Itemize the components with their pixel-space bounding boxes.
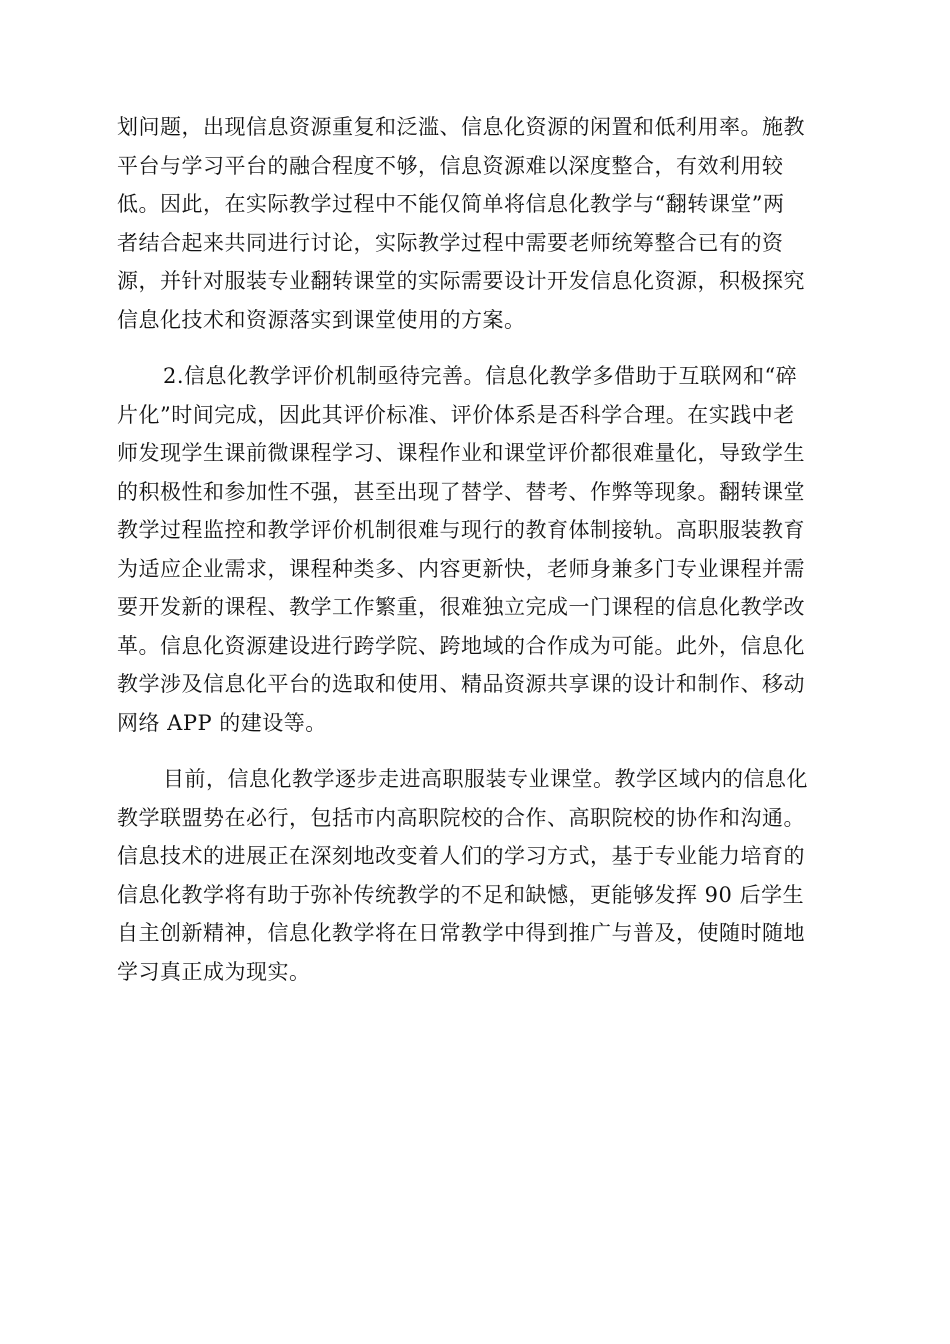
text-line: 为适应企业需求，课程种类多、内容更新快，老师身兼多门专业课程并需 bbox=[117, 556, 805, 581]
text-line: 信息化教学将有助于弥补传统教学的不足和缺憾，更能够发挥 90 后学生 bbox=[117, 882, 805, 907]
text-line: 革。信息化资源建设进行跨学院、跨地域的合作成为可能。此外，信息化 bbox=[117, 633, 805, 658]
text-line: 师发现学生课前微课程学习、课程作业和课堂评价都很难量化，导致学生 bbox=[117, 441, 805, 465]
text-line: 教学联盟势在必行，包括市内高职院校的合作、高职院校的协作和沟通。 bbox=[117, 805, 805, 830]
text-line: 信息技术的进展正在深刻地改变着人们的学习方式，基于专业能力培育的 bbox=[117, 844, 805, 868]
text-line: 低。因此，在实际教学过程中不能仅简单将信息化教学与“翻转课堂”两 bbox=[117, 192, 785, 216]
text-line: 要开发新的课程、教学工作繁重，很难独立完成一门课程的信息化教学改 bbox=[117, 595, 805, 619]
text-line: 网络 APP 的建设等。 bbox=[117, 710, 327, 735]
paragraph-evaluation-mechanism bbox=[117, 357, 837, 742]
document-body bbox=[117, 108, 837, 991]
text-line: 学习真正成为现实。 bbox=[117, 959, 311, 984]
text-line: 教学涉及信息化平台的选取和使用、精品资源共享课的设计和制作、移动 bbox=[117, 672, 805, 696]
text-line: 自主创新精神，信息化教学将在日常教学中得到推广与普及，使随时随地 bbox=[117, 921, 805, 945]
paragraph-resource-integration bbox=[117, 108, 837, 339]
text-line: 平台与学习平台的融合程度不够，信息资源难以深度整合，有效利用较 bbox=[117, 153, 784, 178]
text-line: 划问题，出现信息资源重复和泛滥、信息化资源的闲置和低利用率。施教 bbox=[117, 115, 805, 139]
text-line: 教学过程监控和教学评价机制很难与现行的教育体制接轨。高职服装教育 bbox=[117, 518, 805, 542]
text-line: 片化”时间完成，因此其评价标准、评价体系是否科学合理。在实践中老 bbox=[117, 402, 795, 427]
paragraph-conclusion bbox=[117, 760, 837, 991]
text-line: 源，并针对服装专业翻转课堂的实际需要设计开发信息化资源，积极探究 bbox=[117, 269, 805, 293]
text-line: 的积极性和参加性不强，甚至出现了替学、替考、作弊等现象。翻转课堂 bbox=[117, 479, 805, 504]
text-line: 2.信息化教学评价机制亟待完善。信息化教学多借助于互联网和“碎 bbox=[163, 364, 798, 388]
text-line: 信息化技术和资源落实到课堂使用的方案。 bbox=[117, 307, 526, 332]
text-line: 目前，信息化教学逐步走进高职服装专业课堂。教学区域内的信息化 bbox=[163, 767, 808, 791]
text-line: 者结合起来共同进行讨论，实际教学过程中需要老师统筹整合已有的资 bbox=[117, 230, 784, 255]
